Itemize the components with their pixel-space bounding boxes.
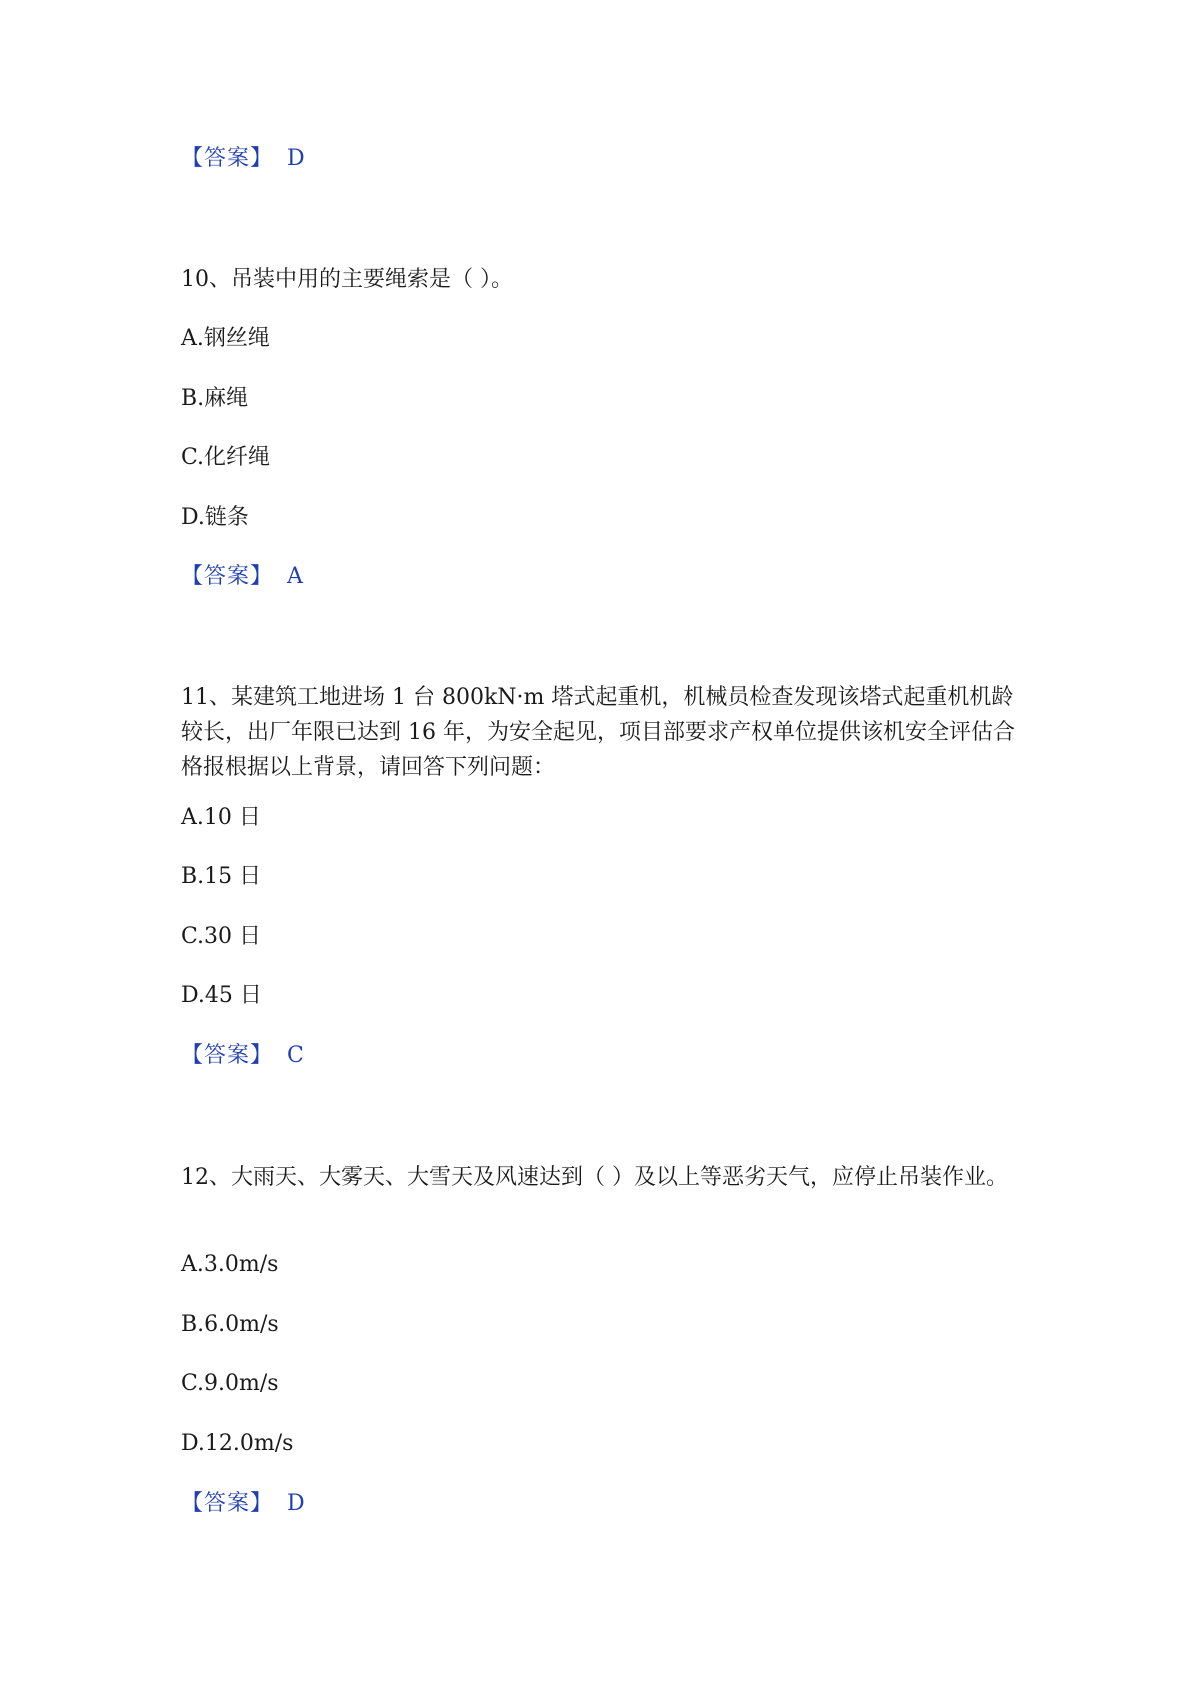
option-a: A.3.0m/s bbox=[181, 1252, 279, 1277]
answer-value: A bbox=[287, 564, 303, 589]
option-c: C.30 日 bbox=[181, 924, 262, 949]
option-b: B.麻绳 bbox=[181, 386, 249, 411]
question-stem: 10、吊装中用的主要绳索是（ ）。 bbox=[181, 267, 513, 292]
option-b: B.15 日 bbox=[181, 864, 262, 889]
answer-value: C bbox=[287, 1043, 304, 1068]
option-c: C.化纤绳 bbox=[181, 445, 271, 470]
answer-label: 【答案】 bbox=[181, 564, 274, 589]
option-d: D.12.0m/s bbox=[181, 1431, 294, 1456]
answer-line bbox=[181, 1487, 305, 1521]
option-c: C.9.0m/s bbox=[181, 1371, 279, 1396]
option-a: A.10 日 bbox=[181, 805, 261, 830]
answer-label: 【答案】 bbox=[181, 1491, 274, 1516]
question-stem: 12、大雨天、大雾天、大雪天及风速达到（ ）及以上等恶劣天气，应停止吊装作业。 bbox=[181, 1165, 1008, 1190]
answer-line bbox=[181, 1039, 304, 1073]
option-d: D.45 日 bbox=[181, 983, 262, 1008]
answer-line bbox=[181, 142, 305, 176]
answer-line bbox=[181, 560, 303, 594]
answer-value: D bbox=[287, 1491, 305, 1516]
answer-label: 【答案】 bbox=[181, 1043, 274, 1068]
answer-value: D bbox=[287, 146, 305, 171]
question-stem: 11、某建筑工地进场 1 台 800kN·m 塔式起重机，机械员检查发现该塔式起重机机龄较长，出厂年限已达到 16 年，为安全起见，项目部要求产权单位提供该机安全评估合格报根据以上背景，请回答下列问题： bbox=[181, 685, 1015, 780]
option-d: D.链条 bbox=[181, 505, 249, 530]
option-b: B.6.0m/s bbox=[181, 1312, 279, 1337]
option-a: A.钢丝绳 bbox=[181, 326, 270, 351]
answer-label: 【答案】 bbox=[181, 146, 274, 171]
